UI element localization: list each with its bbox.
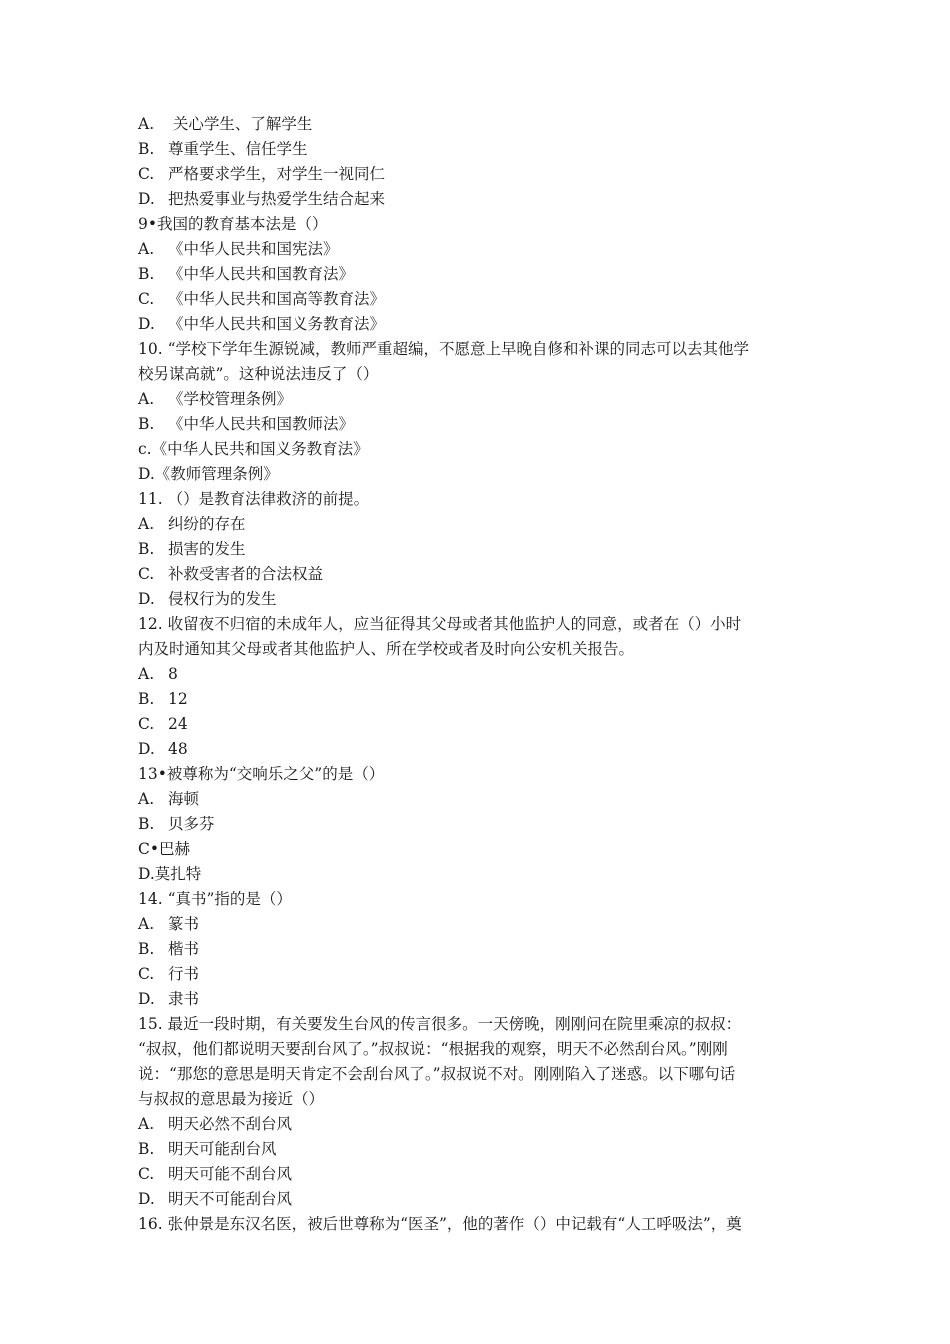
option-label: C.: [138, 565, 155, 583]
document-body: [138, 112, 818, 1237]
option-text: 明天可能不刮台风: [168, 1165, 293, 1183]
option-label: D.: [138, 740, 155, 758]
option-label: D.: [138, 315, 155, 333]
answer-option: [138, 737, 818, 762]
option-label: A.: [138, 1115, 155, 1133]
option-text: 贝多芬: [168, 815, 215, 833]
answer-option: [138, 587, 818, 612]
question-text: “叔叔，他们都说明天要刮台风了。”叔叔说：“根据我的观察，明天不必然刮台风。”刚刚: [138, 1040, 728, 1058]
answer-option: [138, 787, 818, 812]
option-text: 纠纷的存在: [168, 515, 246, 533]
option-label: A.: [138, 665, 155, 683]
question-text: 校另谋高就”。这种说法违反了（）: [138, 365, 379, 383]
question-text: 15. 最近一段时期，有关要发生台风的传言很多。一天傍晚，刚刚问在院里乘凉的叔叔：: [138, 1015, 742, 1033]
option-text: 损害的发生: [168, 540, 246, 558]
answer-option: [138, 262, 818, 287]
question-text: c.《中华人民共和国义务教育法》: [138, 440, 369, 458]
answer-option: [138, 512, 818, 537]
option-text: 把热爱事业与热爱学生结合起来: [168, 190, 386, 208]
option-label: C.: [138, 165, 155, 183]
question-text: 12. 收留夜不归宿的未成年人，应当征得其父母或者其他监护人的同意，或者在（）小时: [138, 615, 742, 633]
answer-option: [138, 237, 818, 262]
option-text: 隶书: [168, 990, 200, 1008]
option-text: 8: [168, 665, 178, 683]
option-text: 行书: [168, 965, 200, 983]
question-text: D.《教师管理条例》: [138, 465, 279, 483]
option-text: 48: [168, 740, 188, 758]
answer-option: [138, 537, 818, 562]
question-text: 13•被尊称为“交响乐之父”的是（）: [138, 765, 385, 783]
answer-option: [138, 962, 818, 987]
question-text: 11. （）是教育法律救济的前提。: [138, 490, 370, 508]
option-text: 明天可能刮台风: [168, 1140, 277, 1158]
option-label: B.: [138, 1140, 155, 1158]
option-label: D.: [138, 190, 155, 208]
question-text: 内及时通知其父母或者其他监护人、所在学校或者及时向公安机关报告。: [138, 640, 635, 658]
answer-option: [138, 937, 818, 962]
option-label: A.: [138, 915, 155, 933]
option-text: 《中华人民共和国义务教育法》: [168, 315, 386, 333]
answer-option: [138, 1187, 818, 1212]
option-label: C.: [138, 290, 155, 308]
option-label: D.: [138, 590, 155, 608]
option-text: 《中华人民共和国宪法》: [168, 240, 339, 258]
option-label: B.: [138, 690, 155, 708]
answer-option: [138, 562, 818, 587]
answer-option: [138, 1137, 818, 1162]
question-text: 与叔叔的意思最为接近（）: [138, 1090, 325, 1108]
option-text: 《中华人民共和国教师法》: [168, 415, 355, 433]
option-text: 尊重学生、信任学生: [168, 140, 308, 158]
option-text: 24: [168, 715, 188, 733]
answer-option: [138, 912, 818, 937]
option-text: 《学校管理条例》: [168, 390, 293, 408]
question-text: 9•我国的教育基本法是（）: [138, 215, 328, 233]
question-text: C•巴赫: [138, 840, 191, 858]
answer-option: [138, 412, 818, 437]
option-text: 海顿: [168, 790, 200, 808]
option-label: A.: [138, 515, 155, 533]
answer-option: [138, 1162, 818, 1187]
option-label: C.: [138, 715, 155, 733]
option-text: 关心学生、了解学生: [168, 115, 313, 133]
option-label: D.: [138, 990, 155, 1008]
option-text: 《中华人民共和国高等教育法》: [168, 290, 386, 308]
option-label: A.: [138, 240, 155, 258]
answer-option: [138, 687, 818, 712]
answer-option: [138, 112, 818, 137]
option-text: 12: [168, 690, 188, 708]
option-text: 严格要求学生，对学生一视同仁: [168, 165, 386, 183]
option-label: B.: [138, 415, 155, 433]
option-text: 补救受害者的合法权益: [168, 565, 324, 583]
answer-option: [138, 312, 818, 337]
answer-option: [138, 662, 818, 687]
option-text: 明天必然不刮台风: [168, 1115, 293, 1133]
question-text: D.莫扎特: [138, 865, 202, 883]
question-text: 10. “学校下学年生源锐减，教师严重超编，不愿意上早晚自修和补课的同志可以去其他学: [138, 340, 750, 358]
option-label: B.: [138, 140, 155, 158]
answer-option: [138, 387, 818, 412]
option-label: A.: [138, 390, 155, 408]
option-label: C.: [138, 1165, 155, 1183]
option-text: 侵权行为的发生: [168, 590, 277, 608]
option-label: B.: [138, 940, 155, 958]
option-label: B.: [138, 815, 155, 833]
answer-option: [138, 137, 818, 162]
question-text: 16. 张仲景是东汉名医，被后世尊称为“医圣”，他的著作（）中记载有“人工呼吸法”，奠: [138, 1215, 742, 1233]
option-label: C.: [138, 965, 155, 983]
answer-option: [138, 287, 818, 312]
option-label: D.: [138, 1190, 155, 1208]
option-text: 篆书: [168, 915, 200, 933]
answer-option: [138, 162, 818, 187]
option-text: 明天不可能刮台风: [168, 1190, 293, 1208]
answer-option: [138, 187, 818, 212]
option-text: 《中华人民共和国教育法》: [168, 265, 355, 283]
option-label: A.: [138, 115, 155, 133]
option-label: A.: [138, 790, 155, 808]
answer-option: [138, 987, 818, 1012]
option-text: 楷书: [168, 940, 200, 958]
option-label: B.: [138, 265, 155, 283]
answer-option: [138, 1112, 818, 1137]
question-text: 14. “真书”指的是（）: [138, 890, 292, 908]
answer-option: [138, 812, 818, 837]
answer-option: [138, 712, 818, 737]
question-text: 说：“那您的意思是明天肯定不会刮台风了。”叔叔说不对。刚刚陷入了迷惑。以下哪句话: [138, 1065, 736, 1083]
option-label: B.: [138, 540, 155, 558]
